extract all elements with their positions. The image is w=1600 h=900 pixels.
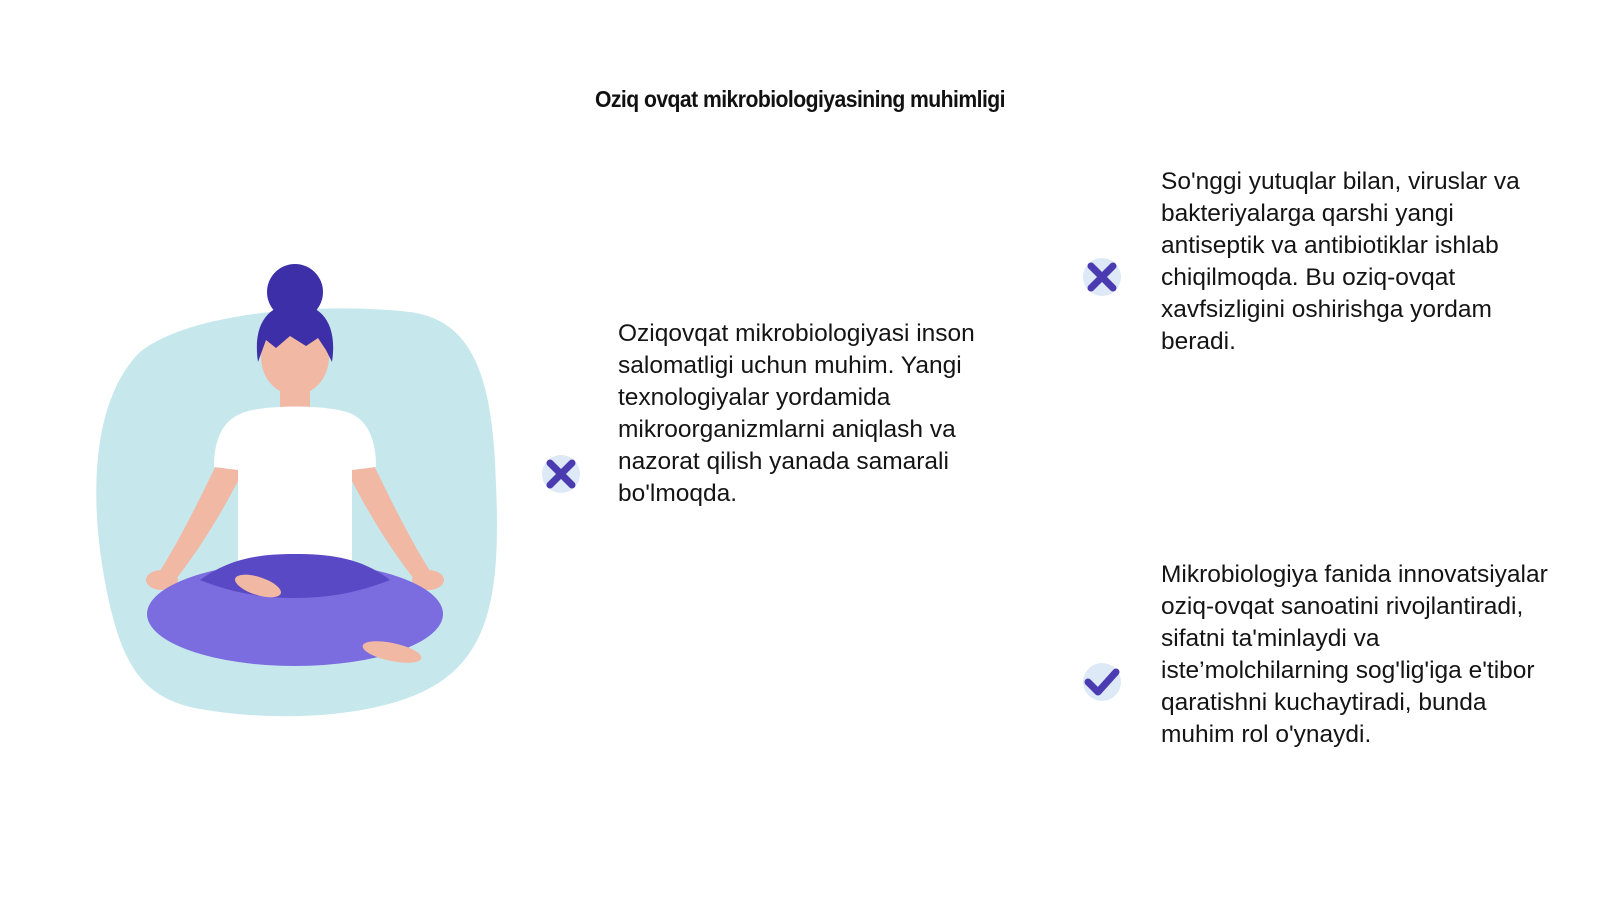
slide-title: Oziq ovqat mikrobiologiyasining muhimligi <box>594 86 1006 112</box>
point-text-2: So'nggi yutuqlar bilan, viruslar va bakteriyalarga qarshi yangi antiseptik va antibiotiklar ishlab chiqilmoqda. Bu oziq-ovqat xavfsizligini oshirishga yordam beradi. <box>1161 168 1520 355</box>
check-icon <box>1078 658 1126 706</box>
point-text-1: Oziqovqat mikrobiologiyasi inson salomatligi uchun muhim. Yangi texnologiyalar yordamida mikroorganizmlarni aniqlash va nazorat qilish yanada samarali bo'lmoqda. <box>618 320 975 507</box>
cross-icon <box>1078 253 1126 301</box>
meditation-svg <box>80 262 530 732</box>
shirt <box>214 407 376 563</box>
meditating-woman-illustration <box>80 262 530 732</box>
point-text-3: Mikrobiologiya fanida innovatsiyalar oziq-ovqat sanoatini rivojlantiradi, sifatni ta'minlaydi va iste’molchilarning sog'lig'iga e'tibor qaratishni kuchaytiradi, bunda muhim rol o'ynaydi. <box>1161 561 1548 748</box>
cross-icon <box>537 450 585 498</box>
